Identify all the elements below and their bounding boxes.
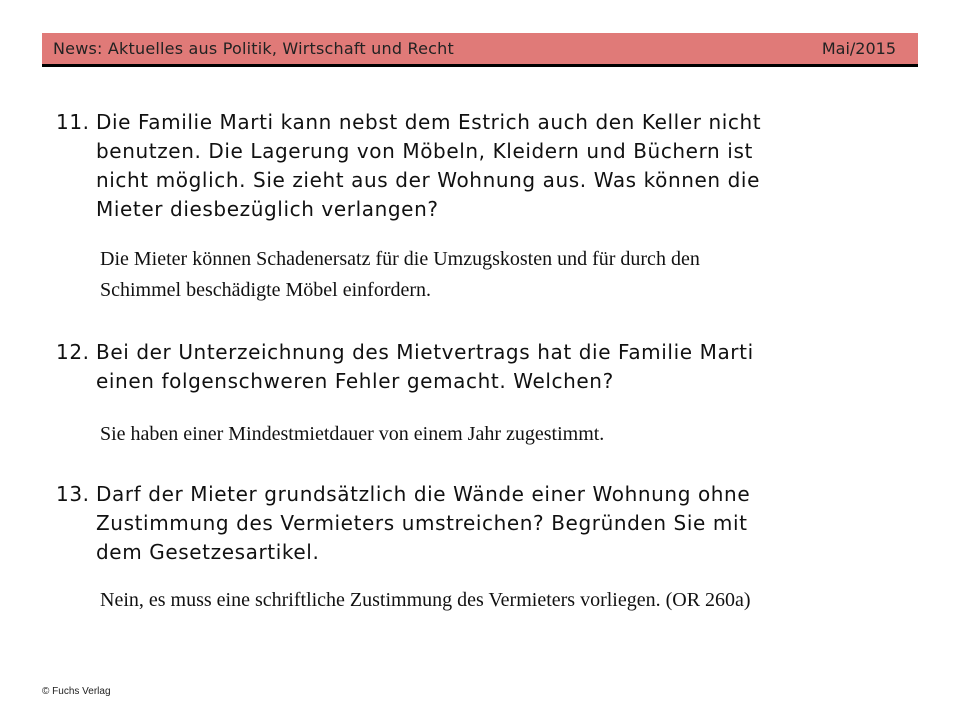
question-text-line: Die Familie Marti kann nebst dem Estrich auch den Keller nicht [96,110,762,134]
question-text-line: Mieter diesbezüglich verlangen? [96,197,439,221]
answer-text-line: Sie haben einer Mindestmietdauer von einem Jahr zugestimmt. [100,423,605,445]
question-number: 12. [56,340,90,364]
question-13 [56,480,856,567]
answer-11 [100,244,900,306]
header-bar [42,33,918,67]
question-text-line: Bei der Unterzeichnung des Mietvertrags hat die Familie Marti [96,340,754,364]
question-number: 13. [56,482,90,506]
question-text-line: benutzen. Die Lagerung von Möbeln, Kleidern und Büchern ist [96,139,753,163]
answer-text-line: Schimmel beschädigte Möbel einfordern. [100,279,432,301]
question-text-line: Darf der Mieter grundsätzlich die Wände einer Wohnung ohne [96,482,751,506]
question-12 [56,338,856,396]
question-text-line: dem Gesetzesartikel. [96,540,320,564]
answer-13 [100,585,900,616]
question-number: 11. [56,110,90,134]
question-text-line: nicht möglich. Sie zieht aus der Wohnung aus. Was können die [96,168,760,192]
question-11 [56,108,856,224]
question-text-line: Zustimmung des Vermieters umstreichen? Begründen Sie mit [96,511,748,535]
copyright-footer: © Fuchs Verlag [42,686,111,697]
answer-text-line: Die Mieter können Schadenersatz für die Umzugskosten und für durch den [100,248,700,270]
answer-12 [100,419,900,450]
answer-text-line: Nein, es muss eine schriftliche Zustimmung des Vermieters vorliegen. (OR 260a) [100,589,751,611]
header-date: Mai/2015 [821,39,896,58]
header-title: News: Aktuelles aus Politik, Wirtschaft und Recht [53,39,454,58]
question-text-line: einen folgenschweren Fehler gemacht. Welchen? [96,369,614,393]
